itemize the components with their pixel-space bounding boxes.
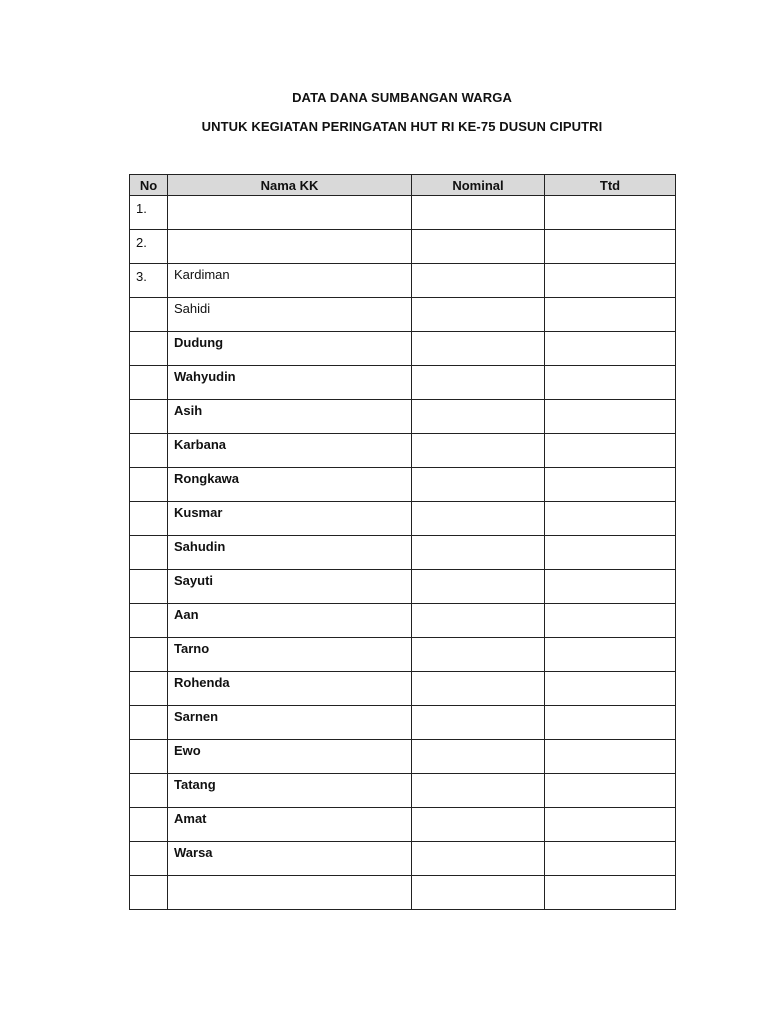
table-header-row bbox=[130, 175, 676, 196]
row-number bbox=[130, 740, 167, 745]
cell-no bbox=[130, 876, 168, 910]
cell-no bbox=[130, 774, 168, 808]
cell-nominal bbox=[412, 808, 545, 842]
cell-ttd bbox=[545, 332, 676, 366]
cell-nominal bbox=[412, 672, 545, 706]
row-number bbox=[130, 604, 167, 609]
row-number bbox=[130, 536, 167, 541]
table-row bbox=[130, 434, 676, 468]
household-name: Kusmar bbox=[174, 505, 223, 520]
cell-ttd bbox=[545, 400, 676, 434]
cell-nominal bbox=[412, 400, 545, 434]
household-name: Dudung bbox=[174, 335, 224, 350]
cell-no bbox=[130, 842, 168, 876]
cell-nama-kk bbox=[168, 774, 412, 808]
cell-nominal bbox=[412, 434, 545, 468]
cell-nominal bbox=[412, 502, 545, 536]
row-number bbox=[130, 366, 167, 371]
row-number bbox=[130, 434, 167, 439]
cell-nominal bbox=[412, 536, 545, 570]
document-title: DATA DANA SUMBANGAN WARGA bbox=[292, 90, 512, 105]
cell-no bbox=[130, 570, 168, 604]
table-row bbox=[130, 672, 676, 706]
row-number bbox=[130, 468, 167, 473]
household-name: Wahyudin bbox=[174, 369, 236, 384]
household-name: Sayuti bbox=[174, 573, 214, 588]
household-name: Asih bbox=[174, 403, 203, 418]
table-row bbox=[130, 876, 676, 910]
cell-ttd bbox=[545, 434, 676, 468]
cell-nominal bbox=[412, 740, 545, 774]
table-body bbox=[130, 196, 676, 910]
cell-ttd bbox=[545, 604, 676, 638]
household-name: Tatang bbox=[174, 777, 216, 792]
cell-ttd bbox=[545, 842, 676, 876]
cell-nama-kk bbox=[168, 400, 412, 434]
cell-ttd bbox=[545, 706, 676, 740]
cell-nama-kk bbox=[168, 536, 412, 570]
household-name: Kardiman bbox=[174, 267, 230, 282]
header-nominal: Nominal bbox=[412, 175, 545, 196]
household-name: Aan bbox=[174, 607, 199, 622]
table-row bbox=[130, 366, 676, 400]
household-name: Warsa bbox=[174, 845, 213, 860]
household-name: Sahudin bbox=[174, 539, 226, 554]
cell-nominal bbox=[412, 264, 545, 298]
cell-no bbox=[130, 706, 168, 740]
table-row bbox=[130, 298, 676, 332]
household-name: Sarnen bbox=[174, 709, 219, 724]
row-number: 1. bbox=[136, 201, 147, 216]
cell-nama-kk bbox=[168, 808, 412, 842]
cell-nama-kk bbox=[168, 604, 412, 638]
cell-nama-kk bbox=[168, 740, 412, 774]
row-number bbox=[130, 502, 167, 507]
table-row bbox=[130, 706, 676, 740]
household-name bbox=[168, 196, 411, 199]
table-row bbox=[130, 842, 676, 876]
document-subtitle: UNTUK KEGIATAN PERINGATAN HUT RI KE-75 DUSUN CIPUTRI bbox=[201, 119, 603, 134]
table-row bbox=[130, 570, 676, 604]
cell-ttd bbox=[545, 264, 676, 298]
cell-nama-kk bbox=[168, 196, 412, 230]
cell-ttd bbox=[545, 230, 676, 264]
table-row bbox=[130, 230, 676, 264]
row-number bbox=[130, 332, 167, 337]
cell-no bbox=[130, 672, 168, 706]
cell-nama-kk bbox=[168, 332, 412, 366]
cell-no bbox=[130, 740, 168, 774]
cell-ttd bbox=[545, 536, 676, 570]
table-row bbox=[130, 536, 676, 570]
household-name: Rongkawa bbox=[174, 471, 240, 486]
cell-no bbox=[130, 808, 168, 842]
cell-no bbox=[130, 468, 168, 502]
cell-ttd bbox=[545, 196, 676, 230]
cell-no bbox=[130, 230, 168, 264]
cell-nominal bbox=[412, 332, 545, 366]
cell-nama-kk bbox=[168, 638, 412, 672]
cell-nama-kk bbox=[168, 672, 412, 706]
cell-nama-kk bbox=[168, 468, 412, 502]
cell-ttd bbox=[545, 298, 676, 332]
header-nama-kk: Nama KK bbox=[168, 175, 412, 196]
household-name bbox=[168, 876, 411, 879]
row-number bbox=[130, 298, 167, 303]
table-row bbox=[130, 638, 676, 672]
cell-nama-kk bbox=[168, 434, 412, 468]
cell-nominal bbox=[412, 366, 545, 400]
household-name: Tarno bbox=[174, 641, 210, 656]
cell-nama-kk bbox=[168, 842, 412, 876]
row-number bbox=[130, 808, 167, 813]
header-no: No bbox=[130, 175, 168, 196]
cell-no bbox=[130, 332, 168, 366]
cell-no bbox=[130, 366, 168, 400]
cell-no bbox=[130, 298, 168, 332]
cell-nama-kk bbox=[168, 230, 412, 264]
cell-no bbox=[130, 434, 168, 468]
table-row bbox=[130, 264, 676, 298]
table-row bbox=[130, 400, 676, 434]
donation-table bbox=[129, 174, 676, 910]
row-number: 2. bbox=[136, 235, 147, 250]
table-row bbox=[130, 196, 676, 230]
cell-ttd bbox=[545, 672, 676, 706]
cell-no bbox=[130, 502, 168, 536]
cell-nama-kk bbox=[168, 298, 412, 332]
cell-ttd bbox=[545, 740, 676, 774]
household-name: Sahidi bbox=[174, 301, 211, 316]
cell-nominal bbox=[412, 604, 545, 638]
cell-nama-kk bbox=[168, 570, 412, 604]
household-name: Amat bbox=[174, 811, 207, 826]
table-row bbox=[130, 774, 676, 808]
cell-nominal bbox=[412, 706, 545, 740]
cell-ttd bbox=[545, 876, 676, 910]
cell-nama-kk bbox=[168, 876, 412, 910]
cell-nama-kk bbox=[168, 706, 412, 740]
row-number bbox=[130, 706, 167, 711]
cell-ttd bbox=[545, 570, 676, 604]
household-name: Rohenda bbox=[174, 675, 230, 690]
household-name bbox=[168, 230, 411, 233]
cell-ttd bbox=[545, 502, 676, 536]
row-number bbox=[130, 842, 167, 847]
cell-ttd bbox=[545, 808, 676, 842]
cell-nama-kk bbox=[168, 502, 412, 536]
table-row bbox=[130, 604, 676, 638]
table-row bbox=[130, 808, 676, 842]
cell-nominal bbox=[412, 298, 545, 332]
cell-nama-kk bbox=[168, 264, 412, 298]
cell-no bbox=[130, 196, 168, 230]
header-ttd: Ttd bbox=[545, 175, 676, 196]
cell-nominal bbox=[412, 876, 545, 910]
table-row bbox=[130, 740, 676, 774]
cell-nominal bbox=[412, 230, 545, 264]
household-name: Karbana bbox=[174, 437, 227, 452]
cell-ttd bbox=[545, 468, 676, 502]
cell-nominal bbox=[412, 468, 545, 502]
cell-no bbox=[130, 638, 168, 672]
cell-nominal bbox=[412, 774, 545, 808]
cell-nominal bbox=[412, 570, 545, 604]
row-number bbox=[130, 672, 167, 677]
cell-no bbox=[130, 604, 168, 638]
cell-ttd bbox=[545, 774, 676, 808]
row-number bbox=[130, 570, 167, 575]
cell-nominal bbox=[412, 638, 545, 672]
table-row bbox=[130, 332, 676, 366]
table-row bbox=[130, 468, 676, 502]
table-row bbox=[130, 502, 676, 536]
cell-no bbox=[130, 264, 168, 298]
row-number bbox=[130, 638, 167, 643]
cell-no bbox=[130, 536, 168, 570]
cell-nominal bbox=[412, 842, 545, 876]
row-number bbox=[130, 400, 167, 405]
row-number: 3. bbox=[136, 269, 147, 284]
household-name: Ewo bbox=[174, 743, 201, 758]
cell-nama-kk bbox=[168, 366, 412, 400]
row-number bbox=[130, 774, 167, 779]
cell-nominal bbox=[412, 196, 545, 230]
cell-ttd bbox=[545, 366, 676, 400]
cell-no bbox=[130, 400, 168, 434]
row-number bbox=[130, 876, 167, 881]
cell-ttd bbox=[545, 638, 676, 672]
